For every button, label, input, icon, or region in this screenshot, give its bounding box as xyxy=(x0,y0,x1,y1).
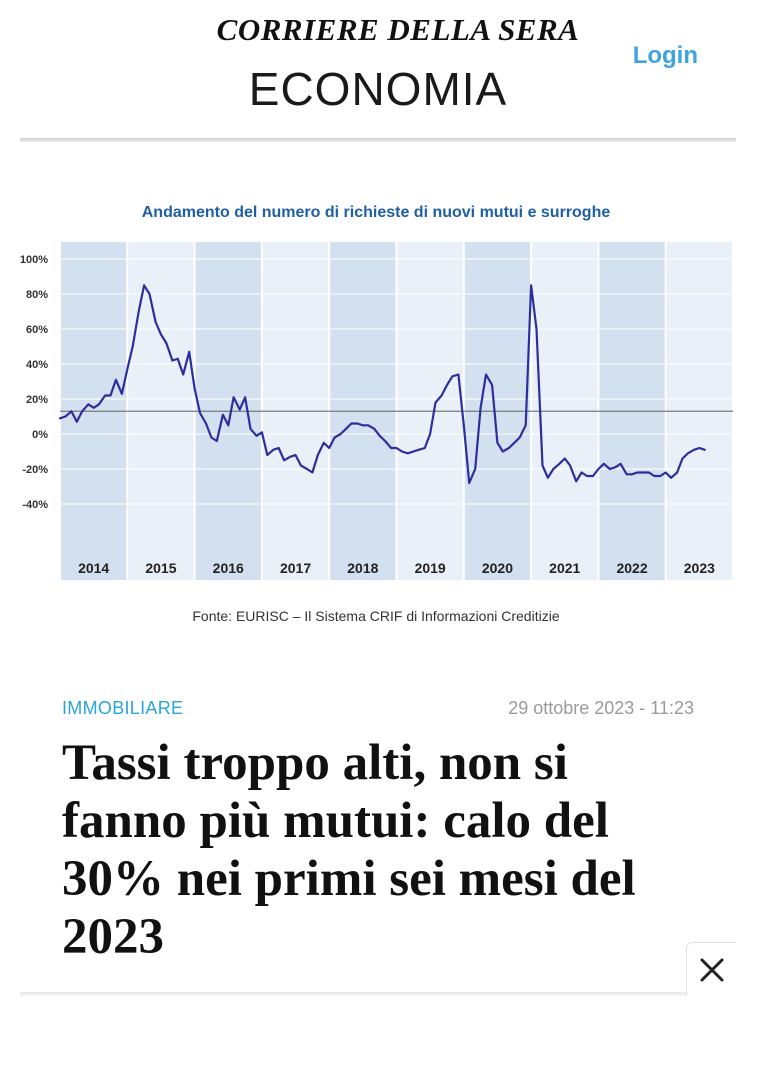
site-header xyxy=(20,0,736,140)
header-divider xyxy=(20,138,736,142)
section-title[interactable]: ECONOMIA xyxy=(248,63,508,115)
y-tick-label: 20% xyxy=(25,394,48,406)
article-chart-figure xyxy=(0,150,768,650)
y-tick-label: 40% xyxy=(25,359,48,371)
x-tick-label: 2017 xyxy=(279,560,312,576)
y-tick-label: -40% xyxy=(22,499,48,511)
mortgage-requests-chart xyxy=(0,150,768,650)
x-tick-label: 2014 xyxy=(78,560,110,576)
x-tick-label: 2018 xyxy=(347,560,379,576)
x-tick-label: 2022 xyxy=(616,560,648,576)
article-headline: Tassi troppo alti, non si fanno più mutui: calo del 30% nei primi sei mesi del 2023 xyxy=(62,735,636,965)
close-button[interactable] xyxy=(686,942,736,996)
x-tick-label: 2021 xyxy=(549,560,581,576)
article-meta xyxy=(62,698,694,722)
chart-title: Andamento del numero di richieste di nuovi mutui e surroghe xyxy=(141,204,611,221)
y-tick-label: 60% xyxy=(25,324,48,336)
sticky-bar-edge xyxy=(20,992,736,996)
x-tick-label: 2023 xyxy=(683,560,715,576)
x-tick-label: 2019 xyxy=(414,560,446,576)
x-tick-label: 2016 xyxy=(212,560,244,576)
y-tick-label: 0% xyxy=(32,429,48,441)
x-tick-label: 2020 xyxy=(481,560,514,576)
publish-date: 29 ottobre 2023 - 11:23 xyxy=(508,698,694,718)
y-tick-label: -20% xyxy=(22,464,48,476)
masthead-logo[interactable]: CORRIERE DELLA SERA xyxy=(216,12,580,47)
category-link[interactable]: IMMOBILIARE xyxy=(62,698,184,718)
close-icon xyxy=(699,957,725,983)
y-tick-label: 100% xyxy=(19,254,48,266)
x-tick-label: 2015 xyxy=(145,560,177,576)
chart-source: Fonte: EURISC – Il Sistema CRIF di Informazioni Creditizie xyxy=(192,608,560,624)
y-tick-label: 80% xyxy=(25,289,48,301)
login-link[interactable]: Login xyxy=(632,42,698,69)
